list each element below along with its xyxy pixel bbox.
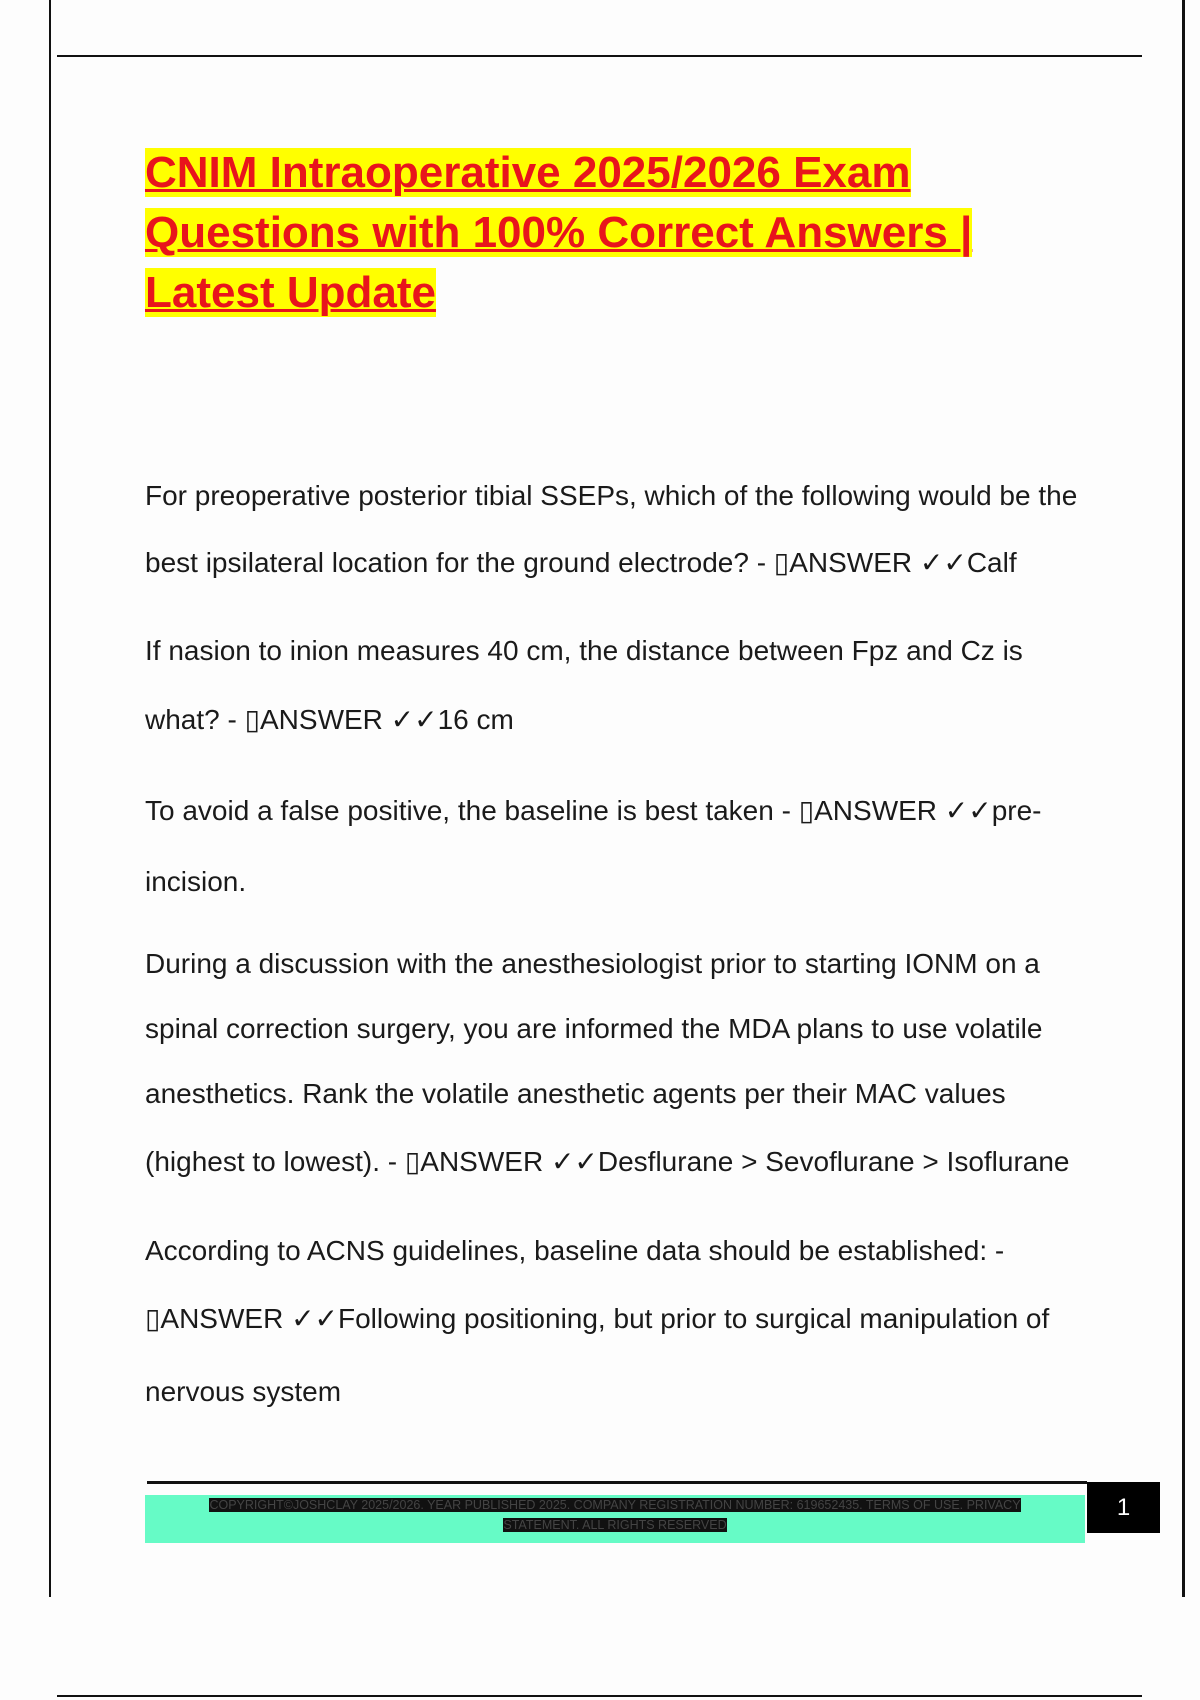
body-line: anesthetics. Rank the volatile anesthetic agents per their MAC values [145,1078,1006,1109]
body-line: For preoperative posterior tibial SSEPs, which of the following would be the [145,480,1078,511]
body-line: incision. [145,866,247,897]
body-line: If nasion to inion measures 40 cm, the distance between Fpz and Cz is [145,635,1023,666]
body-line: (highest to lowest). - ▯ANSWER ✓✓Desflurane > Sevoflurane > Isoflurane [145,1146,1070,1177]
bottom-rule [57,1695,1142,1697]
page-number: 1 [1087,1482,1160,1533]
body-line: According to ACNS guidelines, baseline data should be established: - [145,1235,1005,1266]
title-line [145,147,911,199]
body-line: what? - ▯ANSWER ✓✓16 cm [145,704,514,735]
top-rule [57,55,1142,57]
body-line: ▯ANSWER ✓✓Following positioning, but prior to surgical manipulation of [145,1303,1050,1334]
body-line: During a discussion with the anesthesiologist prior to starting IONM on a [145,948,1040,979]
body-line: nervous system [145,1376,342,1407]
body-line: spinal correction surgery, you are informed the MDA plans to use volatile [145,1013,1043,1044]
title-line [145,207,972,259]
body-line: best ipsilateral location for the ground electrode? - ▯ANSWER ✓✓Calf [145,547,1017,578]
copyright-line-1: COPYRIGHT©JOSHCLAY 2025/2026. YEAR PUBLISHED 2025. COMPANY REGISTRATION NUMBER: 619652435. TERMS OF USE. PRIVACY [209,1498,1021,1512]
title-text: CNIM Intraoperative 2025/2026 Exam [145,148,911,197]
right-border [1182,0,1185,1597]
left-border [49,0,51,1597]
copyright-footer [145,1495,1085,1543]
title-line [145,267,436,319]
body-line: To avoid a false positive, the baseline is best taken - ▯ANSWER ✓✓pre- [145,795,1042,826]
title-text: Latest Update [145,268,436,317]
title-text: Questions with 100% Correct Answers | [145,208,973,257]
footer-rule [147,1481,1087,1484]
copyright-line-2: STATEMENT. ALL RIGHTS RESERVED [503,1518,727,1532]
